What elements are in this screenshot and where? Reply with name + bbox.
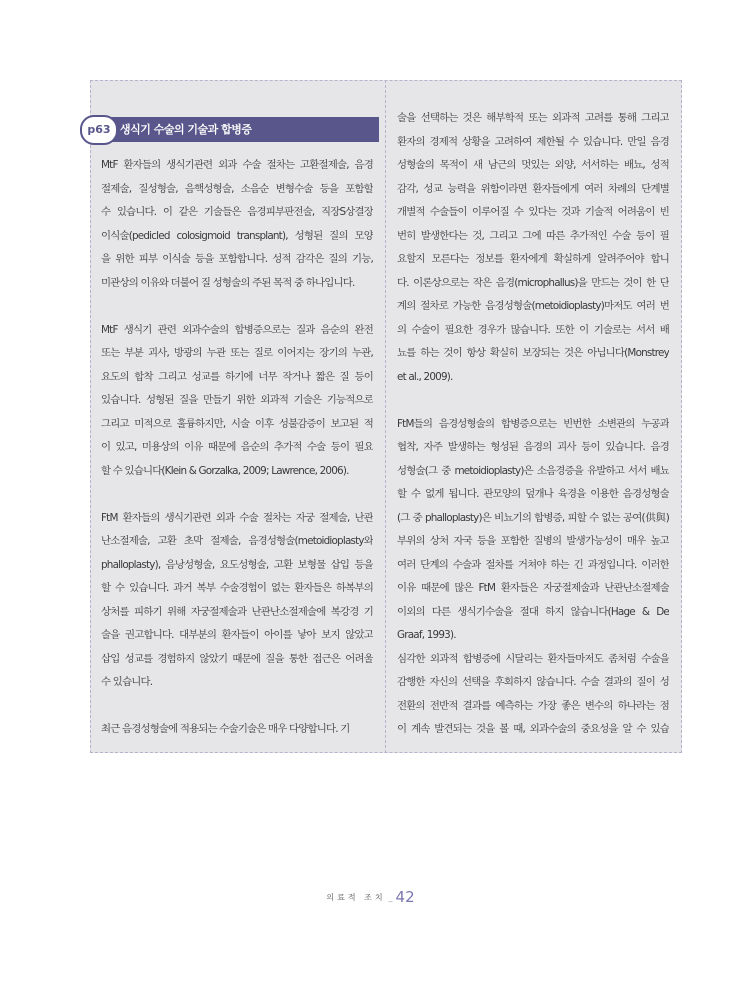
text-line: 할 수 있습니다(Klein & Gorzalka, 2009; Lawrence, 2006). <box>101 464 349 477</box>
paragraph <box>101 507 373 695</box>
text-line: 다. 이론상으로는 작은 음경(microphallus)을 만드는 것이 한 단 <box>397 276 669 289</box>
text-line: 을 위한 피부 이식술 등을 포함합니다. 성적 감각은 질의 기능, <box>101 253 373 265</box>
text-line: 성형술의 목적이 새 남근의 멋있는 외양, 서서하는 배뇨, 성적 <box>397 159 669 171</box>
left-column <box>101 154 373 742</box>
text-line: 난소절제술, 고환 초막 절제술, 음경성형술(metoidioplasty와 <box>101 535 373 547</box>
paragraph <box>397 107 669 389</box>
text-line: MtF 생식기 관련 외과수술의 합병증으로는 질과 음순의 완전 <box>101 323 373 336</box>
text-line: 할 수 없게 됩니다. 관모양의 덮개나 육경을 이용한 음경성형술 <box>397 488 669 500</box>
text-line: 이외의 다른 생식기수술을 절대 하지 않습니다(Hage & De <box>397 605 669 618</box>
text-line: 전환의 전반적 결과를 예측하는 가장 좋은 변수의 하나라는 점 <box>397 699 669 712</box>
text-line: 계의 절차로 가능한 음경성형술(metoidioplasty)마저도 여러 번 <box>397 300 669 312</box>
paragraph <box>397 413 669 742</box>
page-footer <box>0 888 741 906</box>
text-line: 감각, 성교 능력을 위함이라면 환자들에게 여러 차례의 단계별 <box>397 182 669 195</box>
paragraph <box>101 718 373 742</box>
text-line: 있습니다. 성형된 질을 만들기 위한 외과적 기술은 기능적으로 <box>101 394 373 406</box>
text-line: 또는 부분 괴사, 방광의 누관 또는 질로 이어지는 장기의 누관, <box>101 347 373 359</box>
text-line: 이 계속 발견되는 것을 볼 때, 외과수술의 중요성을 알 수 있습 <box>397 723 669 735</box>
text-line: 심각한 외과적 합병증에 시달리는 환자들마저도 좀처럼 수술을 <box>397 652 669 665</box>
text-line: Graaf, 1993). <box>397 629 456 641</box>
section-title-text: 생식기 수술의 기술과 합병증 <box>120 123 252 136</box>
text-line: 미관상의 이유와 더불어 질 성형술의 주된 목적 중 하나입니다. <box>101 276 355 289</box>
text-line: phalloplasty), 음낭성형술, 요도성형술, 고환 보형물 삽입 등을 <box>101 558 373 571</box>
text-line: 절제술, 질성형술, 음핵성형술, 소음순 변형수술 등을 포함할 <box>101 182 373 195</box>
text-line: 의 수술이 필요한 경우가 많습니다. 또한 이 기술로는 서서 배 <box>397 323 669 336</box>
text-line: 협착, 자주 발생하는 형성된 음경의 괴사 등이 있습니다. 음경 <box>397 441 669 453</box>
page-reference-badge: p63 <box>80 115 118 145</box>
right-column <box>397 107 669 742</box>
text-line: 성형술(그 중 metoidioplasty)은 소음경증을 유발하고 서서 배뇨 <box>397 464 669 477</box>
footer-label: 의료적 조치 <box>326 893 386 902</box>
text-line: 뇨를 하는 것이 항상 확실히 보장되는 것은 아닙니다(Monstrey <box>397 347 669 359</box>
text-line: 감행한 자신의 선택을 후회하지 않습니다. 수술 결과의 질이 성 <box>397 676 669 688</box>
text-line: 요할지 모른다는 정보를 환자에게 확실하게 알려주어야 합니 <box>397 253 669 265</box>
text-line: 이식술(pedicled colosigmoid transplant), 성형된 질의 모양 <box>101 229 373 242</box>
text-line: FtM 환자들의 생식기관련 외과 수술 절차는 자궁 절제술, 난관 <box>101 511 373 524</box>
footer-separator: _ <box>388 893 393 902</box>
text-line: MtF 환자들의 생식기관련 외과 수술 절차는 고환절제술, 음경 <box>101 159 373 171</box>
text-line: 상처를 피하기 위해 자궁절제술과 난관난소절제술에 복강경 기 <box>101 605 373 618</box>
text-line: et al., 2009). <box>397 370 453 383</box>
text-line: 환자의 경제적 상황을 고려하여 제한될 수 있습니다. 만일 음경 <box>397 135 669 148</box>
text-line: 개별적 수술들이 이루어질 수 있다는 것과 기술적 어려움이 빈 <box>397 206 669 218</box>
text-line: 이유 때문에 많은 FtM 환자들은 자궁절제술과 난관난소절제술 <box>397 582 669 594</box>
text-line: 최근 음경성형술에 적용되는 수술기술은 매우 다양합니다. 기 <box>101 723 350 735</box>
paragraph <box>101 154 373 295</box>
text-line: FtM들의 음경성형술의 합병증으로는 빈번한 소변관의 누공과 <box>397 417 669 430</box>
page-number: 42 <box>395 888 415 906</box>
text-line: 술을 권고합니다. 대부분의 환자들이 아이를 낳아 보지 않았고 <box>101 629 373 641</box>
text-line: (그 중 phalloplasty)은 비뇨기의 합병증, 피할 수 없는 공여(供與) <box>397 511 669 524</box>
section-title <box>96 117 379 142</box>
text-line: 번히 발생한다는 것, 그리고 그에 따른 추가적인 수술 등이 필 <box>397 229 669 242</box>
text-line: 요도의 합착 그리고 성교를 하기에 너무 작거나 짧은 질 등이 <box>101 370 373 383</box>
text-line: 그리고 미적으로 훌륭하지만, 시술 이후 성불감증이 보고된 적 <box>101 417 373 430</box>
text-line: 부위의 상처 자국 등을 포함한 질병의 발생가능성이 매우 높고 <box>397 535 669 547</box>
text-line: 수 있습니다. 이 같은 기술들은 음경피부판전술, 직장S상결장 <box>101 206 373 218</box>
text-line: 할 수 있습니다. 과거 복부 수술경험이 없는 환자들은 하복부의 <box>101 582 373 594</box>
text-line: 수 있습니다. <box>101 676 153 688</box>
paragraph <box>101 319 373 484</box>
column-divider <box>385 80 386 753</box>
text-line: 술을 선택하는 것은 해부학적 또는 외과적 고려를 통해 그리고 <box>397 112 669 124</box>
text-line: 여러 단계의 수술과 절차를 거쳐야 하는 긴 과정입니다. 이러한 <box>397 558 669 571</box>
text-line: 이 있고, 미용상의 이유 때문에 음순의 추가적 수술 등이 필요 <box>101 441 373 453</box>
text-line: 삽입 성교를 경험하지 않았기 때문에 질을 통한 접근은 어려울 <box>101 652 373 665</box>
